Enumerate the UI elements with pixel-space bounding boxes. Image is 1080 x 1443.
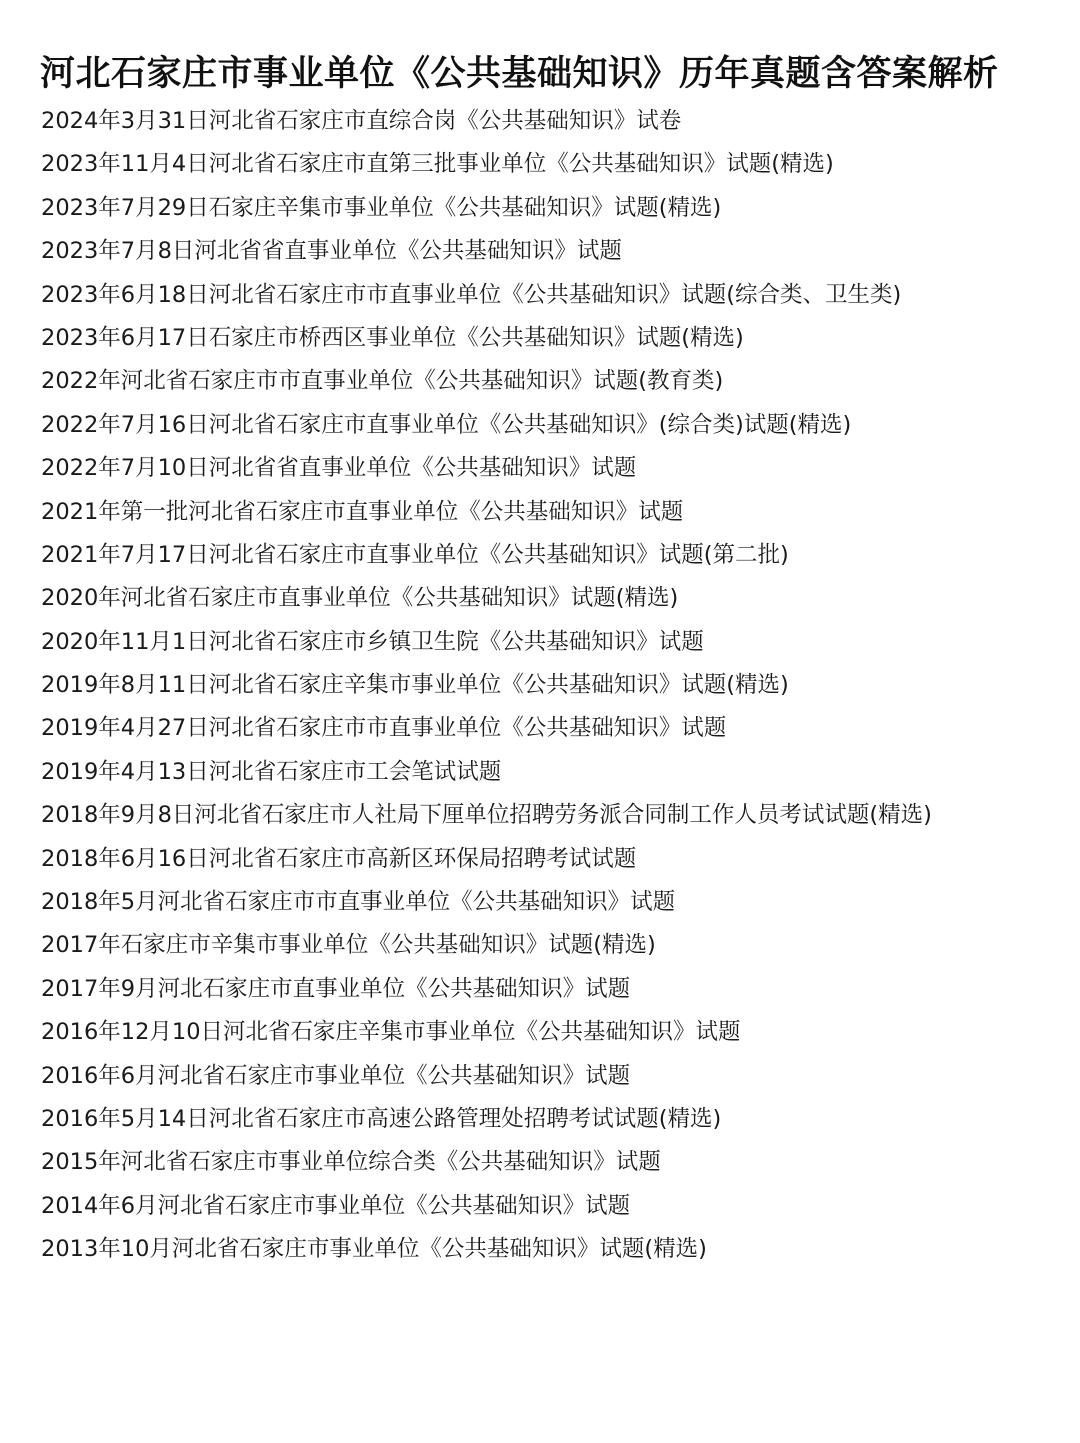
list-item: 2023年7月29日石家庄辛集市事业单位《公共基础知识》试题(精选)	[41, 194, 722, 221]
list-item: 2018年5月河北省石家庄市市直事业单位《公共基础知识》试题	[41, 889, 676, 916]
list-item: 2023年6月17日石家庄市桥西区事业单位《公共基础知识》试题(精选)	[41, 324, 744, 351]
list-item: 2015年河北省石家庄市事业单位综合类《公共基础知识》试题	[41, 1149, 661, 1176]
page-title: 河北石家庄市事业单位《公共基础知识》历年真题含答案解析	[40, 54, 999, 94]
exam-list	[41, 100, 1061, 1272]
list-item: 2022年河北省石家庄市市直事业单位《公共基础知识》试题(教育类)	[41, 368, 724, 395]
list-item: 2017年石家庄市辛集市事业单位《公共基础知识》试题(精选)	[41, 932, 656, 959]
list-item: 2018年9月8日河北省石家庄市人社局下厘单位招聘劳务派合同制工作人员考试试题(精选)	[41, 802, 932, 829]
list-item: 2023年7月8日河北省省直事业单位《公共基础知识》试题	[41, 238, 622, 265]
list-item: 2017年9月河北石家庄市直事业单位《公共基础知识》试题	[41, 975, 631, 1002]
list-item: 2024年3月31日河北省石家庄市直综合岗《公共基础知识》试卷	[41, 108, 682, 134]
list-item: 2013年10月河北省石家庄市事业单位《公共基础知识》试题(精选)	[41, 1236, 707, 1263]
list-item: 2018年6月16日河北省石家庄市高新区环保局招聘考试试题	[41, 845, 637, 872]
list-item: 2022年7月16日河北省石家庄市直事业单位《公共基础知识》(综合类)试题(精选)	[41, 411, 852, 438]
list-item: 2022年7月10日河北省省直事业单位《公共基础知识》试题	[41, 455, 637, 482]
list-item: 2019年4月13日河北省石家庄市工会笔试试题	[41, 758, 502, 785]
list-item: 2021年第一批河北省石家庄市直事业单位《公共基础知识》试题	[41, 498, 684, 525]
list-item: 2016年5月14日河北省石家庄市高速公路管理处招聘考试试题(精选)	[41, 1105, 722, 1132]
list-item: 2019年8月11日河北省石家庄辛集市事业单位《公共基础知识》试题(精选)	[41, 672, 789, 699]
list-item: 2021年7月17日河北省石家庄市直事业单位《公共基础知识》试题(第二批)	[41, 541, 789, 568]
list-item: 2016年6月河北省石家庄市事业单位《公共基础知识》试题	[41, 1062, 631, 1089]
list-item: 2020年11月1日河北省石家庄市乡镇卫生院《公共基础知识》试题	[41, 628, 704, 655]
list-item: 2016年12月10日河北省石家庄辛集市事业单位《公共基础知识》试题	[41, 1019, 741, 1046]
list-item: 2023年11月4日河北省石家庄市直第三批事业单位《公共基础知识》试题(精选)	[41, 151, 834, 178]
list-item: 2020年河北省石家庄市直事业单位《公共基础知识》试题(精选)	[41, 585, 679, 612]
list-item: 2014年6月河北省石家庄市事业单位《公共基础知识》试题	[41, 1192, 631, 1219]
list-item: 2019年4月27日河北省石家庄市市直事业单位《公共基础知识》试题	[41, 715, 727, 742]
list-item: 2023年6月18日河北省石家庄市市直事业单位《公共基础知识》试题(综合类、卫生类)	[41, 281, 902, 308]
